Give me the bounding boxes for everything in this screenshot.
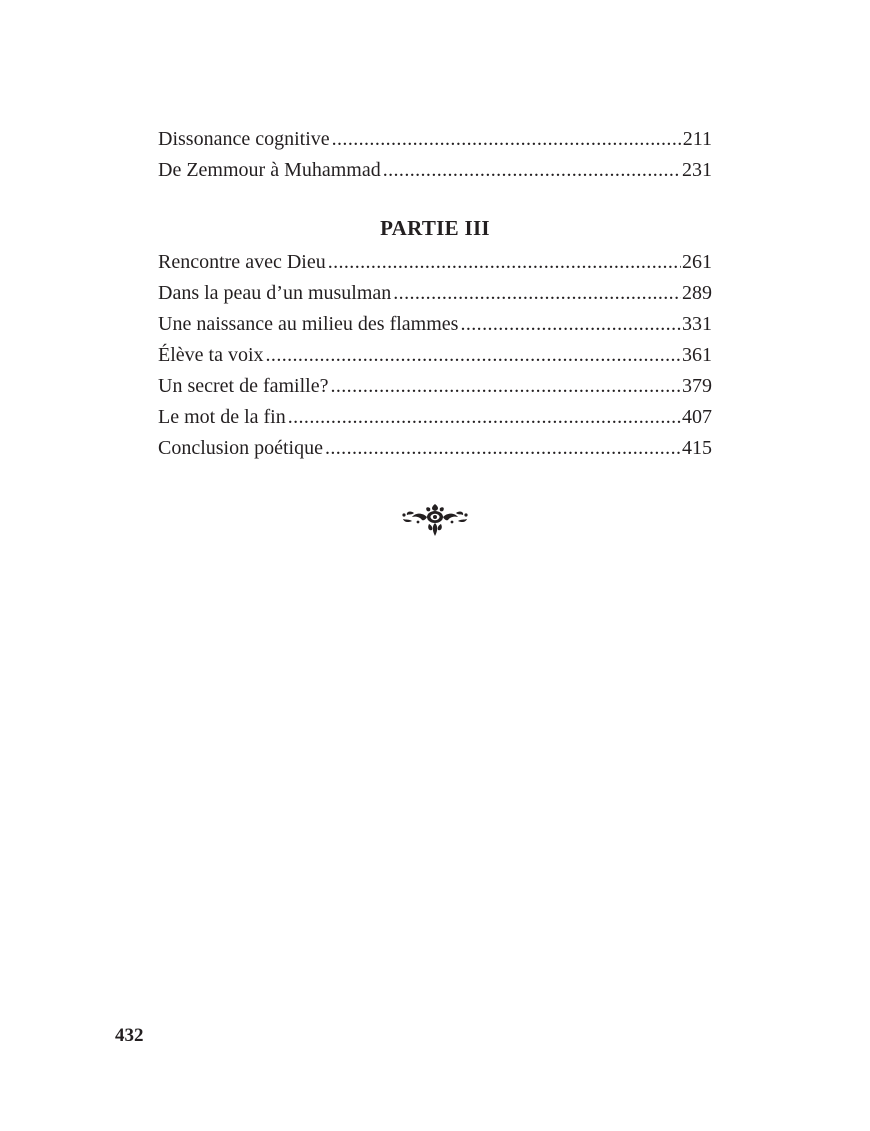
- toc-entry-page: 289: [682, 282, 712, 304]
- toc-entry-page: 231: [682, 159, 712, 181]
- dot-leader: [332, 124, 682, 155]
- toc-entry[interactable]: [158, 402, 712, 433]
- toc-entry-title: Dissonance cognitive: [158, 128, 330, 150]
- toc-entry[interactable]: [158, 155, 712, 186]
- toc-entry-title: Élève ta voix: [158, 344, 264, 366]
- toc-entry-page: 415: [682, 437, 712, 459]
- toc-entry[interactable]: [158, 340, 712, 371]
- toc-entry-page: 407: [682, 406, 712, 428]
- dot-leader: [266, 340, 681, 371]
- toc-entry-title: Dans la peau d’un musulman: [158, 282, 392, 304]
- toc-entry-page: 331: [682, 313, 712, 335]
- dot-leader: [330, 371, 681, 402]
- toc-entry[interactable]: [158, 371, 712, 402]
- toc-entry-title: Rencontre avec Dieu: [158, 251, 326, 273]
- dot-leader: [325, 433, 681, 464]
- toc-entry-title: Conclusion poétique: [158, 437, 323, 459]
- toc-entry-page: 261: [682, 251, 712, 273]
- toc-entry-page: 361: [682, 344, 712, 366]
- toc-entry-page: 211: [682, 128, 712, 150]
- floral-fleuron-icon: [400, 500, 470, 540]
- toc-entry[interactable]: [158, 278, 712, 309]
- part-heading: PARTIE III: [380, 216, 490, 240]
- toc-entry-page: 379: [682, 375, 712, 397]
- dot-leader: [393, 278, 681, 309]
- dot-leader: [288, 402, 681, 433]
- dot-leader: [383, 155, 681, 186]
- toc-entry-title: De Zemmour à Muhammad: [158, 159, 381, 181]
- toc-entry[interactable]: [158, 309, 712, 340]
- toc-entry[interactable]: [158, 247, 712, 278]
- toc-entry[interactable]: [158, 433, 712, 464]
- dot-leader: [328, 247, 681, 278]
- table-of-contents-continued: [158, 124, 712, 186]
- table-of-contents-part-three: [158, 247, 712, 464]
- page-number: 432: [115, 1025, 144, 1046]
- toc-entry-title: Le mot de la fin: [158, 406, 286, 428]
- toc-entry-title: Une naissance au milieu des flammes: [158, 313, 459, 335]
- toc-entry-title: Un secret de famille?: [158, 375, 329, 397]
- dot-leader: [460, 309, 681, 340]
- toc-entry[interactable]: [158, 124, 712, 155]
